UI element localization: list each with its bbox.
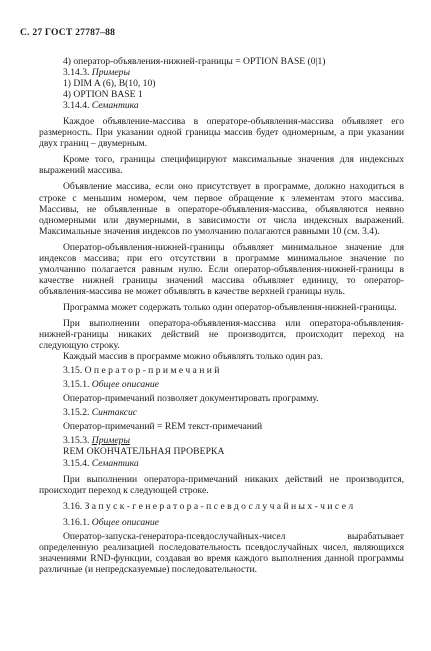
section-title: Общее описание (91, 516, 159, 528)
section-title: Оператор-примечаний (84, 365, 222, 377)
paragraph-remark-purpose: Оператор-примечаний позволяет документировать программу. (63, 393, 319, 405)
syntax-rule-4: 4) оператор-объявления-нижней-границы = OPTION BASE (0|1) (63, 56, 326, 67)
paragraph-lower-bound: Оператор-объявления-нижней-границы объявляет минимальное значение для индексов массива; при его отсутствии в программе минимальное значение по умолчанию полагается равным нулю. Если оператор-объявления-нижней-границы в качестве нижней границы значений массива объявляет единицу, то оператор-объявления-массива не может объявлять в качестве верхней границы нуль. (39, 241, 404, 297)
paragraph-array-declaration: Объявление массива, если оно присутствует в программе, должно находиться в строке с меньшим номером, чем первое обращение к элементам этого массива. Массивы, не объявленные в операторе-объявления-массива, объявляются неявно одномерными или двумерными, в зависимости от числа индексных выражений. Максимальные значения индексов по умолчанию полагаются равными 10 (см. 3.4). (39, 181, 404, 237)
section-3-15-heading (39, 365, 404, 376)
section-number: 3.16. (63, 500, 85, 512)
section-3-16-heading (39, 501, 404, 512)
section-3-15-3-heading (39, 435, 404, 446)
section-title: Общее описание (91, 379, 159, 391)
paragraph-single-option-base: Программа может содержать только один оператор-объявления-нижней-границы. (63, 301, 397, 313)
section-number: 3.15. (63, 365, 85, 377)
paragraph-bounds: Кроме того, границы специфицируют максимальные значения для индексных выражений массива. (39, 154, 404, 177)
section-3-15-2-heading (39, 407, 404, 418)
section-number: 3.16.1. (63, 516, 92, 528)
section-number: 3.15.3. (63, 435, 92, 447)
section-title: Примеры (91, 435, 130, 447)
section-number: 3.15.1. (63, 379, 92, 391)
section-title: Примеры (91, 67, 130, 79)
section-title: Семантика (91, 100, 139, 112)
section-number: 3.15.2. (63, 407, 92, 419)
section-number: 3.15.4. (63, 457, 92, 469)
paragraph-array-dimension: Каждое объявление-массива в операторе-объявления-массива объявляет его размерность. При указании одной границы массив будет одномерным, а при указании двух границ – двумерным. (39, 116, 404, 150)
section-3-14-4-heading (39, 100, 404, 111)
section-3-16-1-heading (39, 517, 404, 528)
paragraph-randomize: Оператор-запуска-генератора-псевдослучайных-чисел вырабатывает определенную реализацией последовательность псевдослучайных чисел, являющихся значениями RND-функции, создавая во время каждого выполнения данной программы различные (и непредсказуемые) последовательности. (39, 530, 404, 575)
page-header: С. 27 ГОСТ 27787–88 (20, 27, 116, 38)
section-3-15-1-heading (39, 379, 404, 390)
example-line-1: 1) DIM A (6), B(10, 10) (63, 78, 156, 90)
section-title: Запуск-генератора-псевдослучайных-чисел (84, 500, 356, 512)
page-content (39, 56, 404, 575)
example-line-4: 4) OPTION BASE 1 (63, 89, 143, 101)
paragraph-remark-execution: При выполнении оператора-примечаний никаких действий не производится, происходит переход к следующей строке. (39, 473, 404, 496)
section-3-14-3-heading (39, 67, 404, 78)
section-title: Синтаксис (91, 407, 138, 419)
syntax-rule-rem: Оператор-примечаний = REM текст-примечаний (63, 421, 263, 433)
section-number: 3.14.4. (63, 100, 92, 112)
example-rem: REM ОКОНЧАТЕЛЬНАЯ ПРОВЕРКА (63, 446, 225, 458)
section-number: 3.14.3. (63, 67, 92, 79)
paragraph-execution: При выполнении оператора-объявления-массива или оператора-объявления-нижней-границы никаких действий не производится, происходит переход на следующую строку. (39, 317, 404, 352)
paragraph-declare-once: Каждый массив в программе можно объявлять только один раз. (63, 351, 323, 363)
section-3-15-4-heading (39, 458, 404, 469)
section-title: Семантика (91, 457, 139, 469)
